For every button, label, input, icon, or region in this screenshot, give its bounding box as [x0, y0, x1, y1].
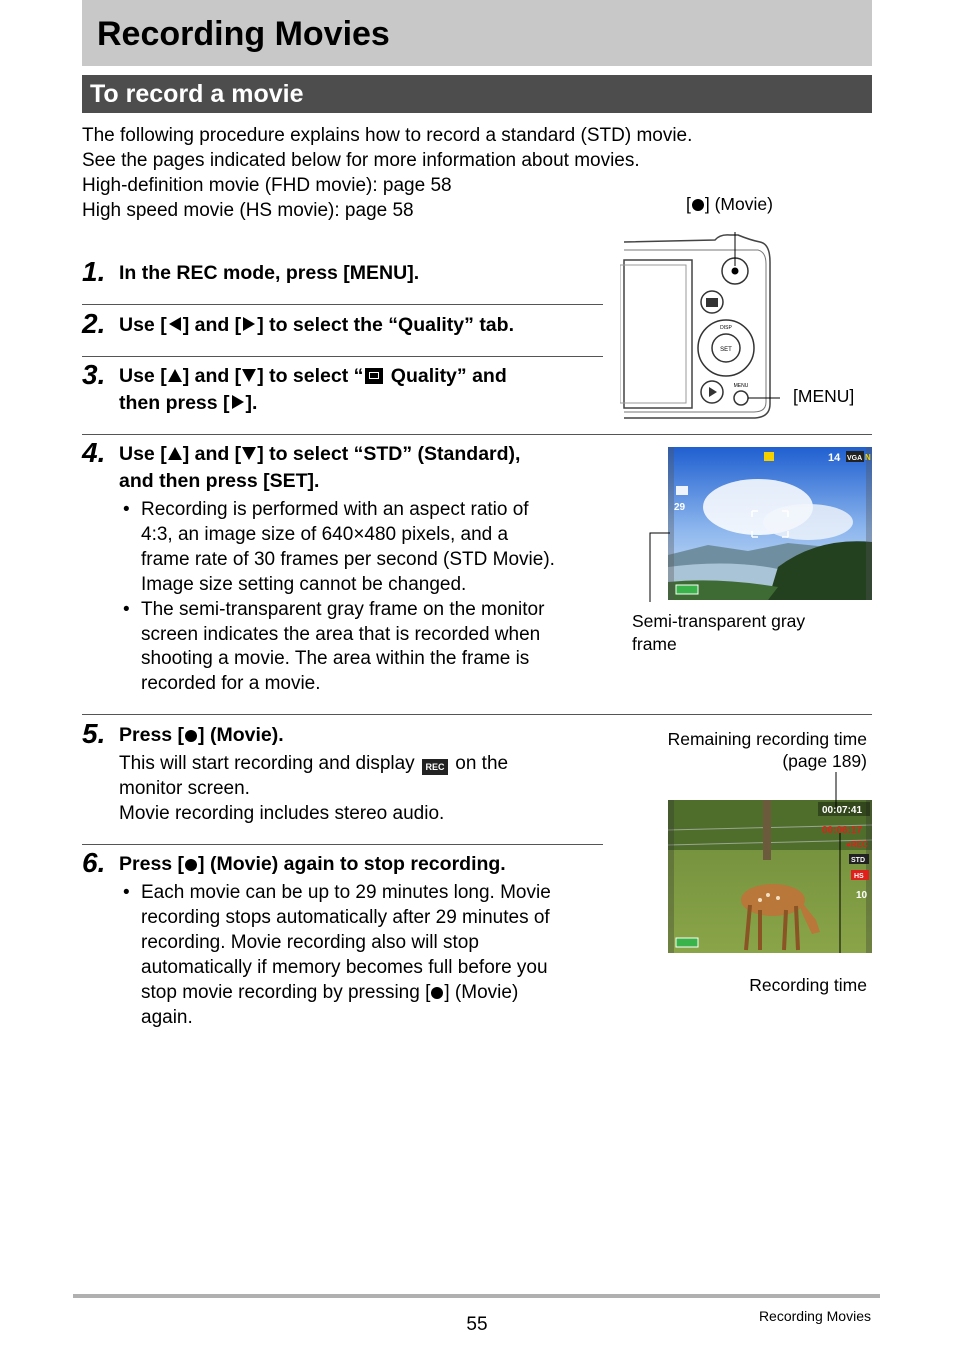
movie-dot-icon [185, 859, 197, 871]
step-5-body-1: This will start recording and display REC on the [119, 753, 509, 774]
step-3-text-2: then press [ ]. [119, 392, 258, 414]
bullet-line: recorded for a movie. [141, 673, 321, 694]
step-4-text-2: and then press [SET]. [119, 470, 320, 492]
menu-button-caption: [MENU] [793, 386, 855, 406]
footer-label: Recording Movies [758, 1308, 871, 1324]
svg-text:14: 14 [828, 452, 841, 464]
divider [82, 434, 872, 435]
bullet-line: again. [141, 1007, 193, 1028]
step-number: 3. [82, 359, 106, 390]
step-5-body-2: monitor screen. [119, 778, 250, 799]
bullet-line: 4:3, an image size of 640×480 pixels, and a [141, 524, 509, 545]
step-number: 6. [82, 847, 106, 878]
remaining-time-caption-1: Remaining recording time [667, 729, 867, 749]
camera-mode-indicator [764, 452, 774, 461]
svg-text:MENU: MENU [733, 383, 749, 389]
svg-text:00:06:17: 00:06:17 [822, 825, 863, 836]
intro-line-2: See the pages indicated below for more information about movies. [82, 150, 640, 171]
monitor-deer-image [668, 800, 872, 953]
step-4-text: Use [ ] and [ ] to select “STD” (Standard), [119, 443, 521, 465]
step-6-text: Press [ ] (Movie) again to stop recording. [119, 853, 506, 875]
bullet-line: Recording is performed with an aspect ratio of [141, 499, 529, 520]
step-number: 4. [82, 437, 106, 468]
bullet-line: screen indicates the area that is recorded when [141, 624, 541, 645]
left-arrow-icon [169, 317, 181, 331]
svg-text:VGA: VGA [847, 455, 863, 462]
svg-text:N: N [865, 453, 871, 462]
movie-button-caption: [ ] (Movie) [686, 194, 773, 214]
bullet-line: Each movie can be up to 29 minutes long. Movie [141, 882, 551, 903]
bullet-line: shooting a movie. The area within the frame is [141, 648, 530, 669]
bullet-dot: • [123, 499, 130, 520]
battery-icon [676, 938, 698, 947]
step-number: 2. [82, 308, 106, 339]
intro-line-3: High-definition movie (FHD movie): page 58 [82, 175, 452, 196]
gray-frame-caption-2: frame [632, 634, 677, 654]
gray-frame-leader-line [640, 530, 680, 610]
section-title: To record a movie [90, 80, 304, 108]
svg-text:STD: STD [851, 857, 865, 864]
bullet-dot: • [123, 599, 130, 620]
bullet-line: automatically if memory becomes full before you [141, 957, 548, 978]
step-number: 5. [82, 718, 106, 749]
menu-button-icon [734, 391, 748, 405]
step-2-text: Use [ ] and [ ] to select the “Quality” tab. [119, 314, 514, 336]
down-arrow-icon [242, 369, 256, 382]
step-5-text: Press [ ] (Movie). [119, 724, 284, 746]
right-arrow-icon [232, 395, 244, 409]
svg-text:00:07:41: 00:07:41 [822, 805, 863, 816]
up-arrow-icon [168, 369, 182, 382]
camera-back-illustration [620, 232, 780, 422]
movie-dot-icon [431, 987, 443, 999]
movie-quality-icon [365, 368, 383, 384]
svg-text:10: 10 [856, 890, 868, 901]
bullet-line: stop movie recording by pressing [ ] (Movie) [141, 982, 519, 1003]
up-arrow-icon [168, 447, 182, 460]
remaining-leader-line [830, 770, 850, 810]
bullet-line: recording. Movie recording also will stop [141, 932, 479, 953]
intro-line-4: High speed movie (HS movie): page 58 [82, 200, 414, 221]
times-symbol: × [353, 524, 365, 545]
step-number: 1. [82, 256, 106, 287]
intro-line-1: The following procedure explains how to record a standard (STD) movie. [82, 125, 693, 146]
step-5-body-3: Movie recording includes stereo audio. [119, 803, 445, 824]
svg-text:HS: HS [854, 873, 864, 880]
down-arrow-icon [242, 447, 256, 460]
movie-dot-icon [185, 730, 197, 742]
page-title: Recording Movies [97, 15, 390, 53]
step-1-text: In the REC mode, press [MENU]. [119, 262, 420, 284]
recording-time-caption: Recording time [749, 975, 867, 995]
divider [82, 714, 872, 715]
rec-indicator-icon: REC [422, 759, 448, 775]
divider [82, 304, 603, 305]
remaining-time-caption-2: (page 189) [782, 751, 867, 771]
monitor-landscape-image [668, 447, 872, 600]
svg-text:29: 29 [674, 502, 686, 513]
bullet-dot: • [123, 882, 130, 903]
svg-text:DISP: DISP [720, 325, 732, 331]
bullet-line: recording stops automatically after 29 minutes of [141, 907, 550, 928]
bullet-line: frame rate of 30 frames per second (STD Movie). [141, 549, 555, 570]
svg-text:SET: SET [720, 347, 732, 353]
gray-frame-caption-1: Semi-transparent gray [632, 611, 806, 631]
svg-text:●REC: ●REC [846, 840, 868, 849]
right-arrow-icon [243, 317, 255, 331]
page-number: 55 [466, 1314, 488, 1335]
divider [82, 356, 603, 357]
divider [82, 844, 603, 845]
bullet-line: The semi-transparent gray frame on the monitor [141, 599, 545, 620]
footer-rule [73, 1294, 880, 1298]
bullet-line: Image size setting cannot be changed. [141, 574, 467, 595]
movie-dot-icon [692, 199, 704, 211]
step-3-text: Use [ ] and [ ] to select “ Quality” and [119, 365, 507, 387]
